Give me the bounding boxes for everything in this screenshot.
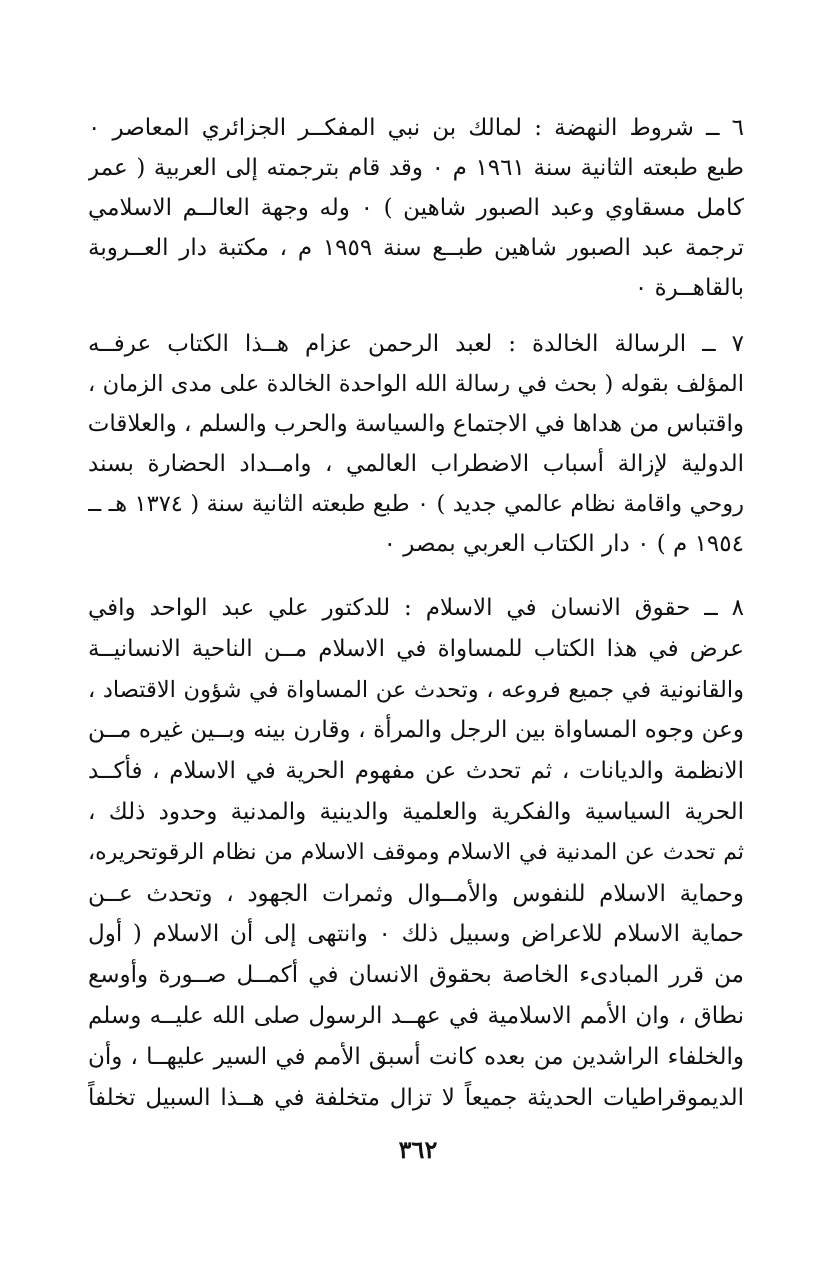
entry-line: حماية الاسلام للاعراض وسبيل ذلك ٠ وانتهى إلى أن الاسلام ( أول: [88, 921, 744, 948]
bibliography-entry-8: [88, 588, 744, 1118]
entry-line: والخلفاء الراشدين من بعده كانت أسبق الأمم في السير عليهــا ، وأن: [88, 1043, 744, 1070]
bibliography-entry-6: [88, 108, 744, 308]
entry-line: ٨ ــ حقوق الانسان في الاسلام : للدكتور علي عبد الواحد وافي: [88, 595, 744, 621]
entry-line: ١٩٥٤ م ) ٠ دار الكتاب العربي بمصر ٠: [383, 531, 744, 557]
entry-line: المؤلف بقوله ( بحث في رسالة الله الواحدة الخالدة على مدى الزمان ،: [88, 371, 744, 397]
entry-line: واقتباس من هداها في الاجتماع والسياسة والحرب والسلم ، والعلاقات: [88, 411, 744, 437]
entry-line: الديموقراطيات الحديثة جميعاً لا تزال متخلفة في هــذا السبيل تخلفاً: [88, 1084, 744, 1111]
entry-line: ترجمة عبد الصبور شاهين طبــع سنة ١٩٥٩ م ، مكتبة دار العــروبة: [88, 235, 744, 261]
entry-line: ثم تحدث عن المدنية في الاسلام وموقف الاسلام من نظام الرقوتحريره،: [88, 839, 744, 865]
entry-line: الحرية السياسية والفكرية والعلمية والدينية والمدنية وحدود ذلك ،: [88, 798, 744, 825]
bibliography-entry-7: [88, 324, 744, 564]
entry-line: عرض في هذا الكتاب للمساواة في الاسلام مــن الناحية الانسانيــة: [88, 635, 744, 662]
entry-line: روحي واقامة نظام عالمي جديد ) ٠ طبع طبعته الثانية سنة ( ١٣٧٤ هـ ــ: [88, 491, 744, 517]
entry-line: ٧ ــ الرسالة الخالدة : لعبد الرحمن عزام هــذا الكتاب عرفــه: [88, 331, 744, 357]
page-number: ٣٦٢: [398, 1135, 438, 1164]
entry-line: والقانونية في جميع فروعه ، وتحدث عن المساواة في شؤون الاقتصاد ،: [88, 676, 744, 703]
entry-line: الانظمة والديانات ، ثم تحدث عن مفهوم الحرية في الاسلام ، فأكــد: [88, 758, 744, 785]
entry-line: ٦ ــ شروط النهضة : لمالك بن نبي المفكــر الجزائري المعاصر ٠: [88, 115, 744, 141]
entry-line: نطاق ، وان الأمم الاسلامية في عهــد الرسول صلى الله عليــه وسلم: [88, 1002, 744, 1029]
entry-line: من قرر المبادىء الخاصة بحقوق الانسان في أكمــل صــورة وأوسع: [88, 962, 744, 989]
entry-line: بالقاهــرة ٠: [634, 275, 744, 301]
entry-line: وحماية الاسلام للنفوس والأمــوال وثمرات الجهود ، وتحدث عــن: [88, 880, 744, 907]
entry-line: وعن وجوه المساواة بين الرجل والمرأة ، وقارن بينه وبــين غيره مــن: [88, 717, 744, 744]
entry-line: الدولية لإزالة أسباب الاضطراب العالمي ، وامــداد الحضارة بسند: [88, 451, 744, 477]
entry-line: كامل مسقاوي وعبد الصبور شاهين ) ٠ وله وجهة العالــم الاسلامي: [88, 195, 744, 221]
entry-line: طبع طبعته الثانية سنة ١٩٦١ م ٠ وقد قام بترجمته إلى العربية ( عمر: [88, 155, 744, 181]
